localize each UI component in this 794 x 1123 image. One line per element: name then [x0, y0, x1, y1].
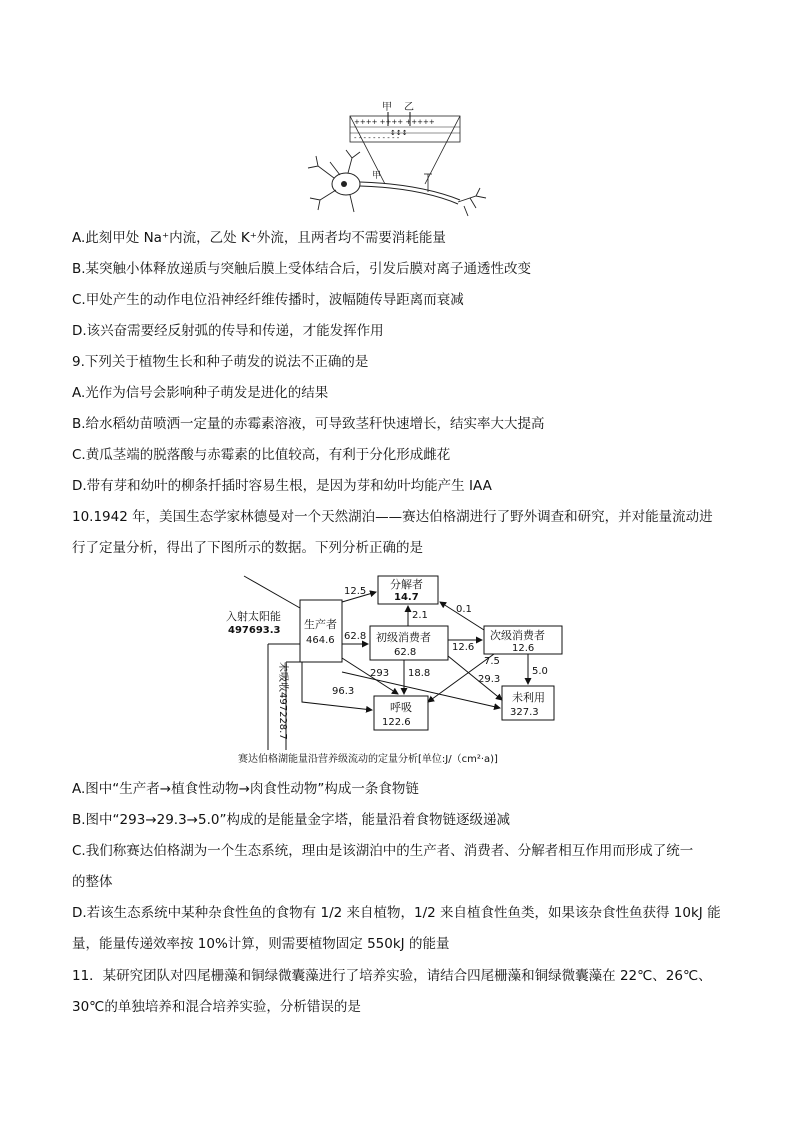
q10-option-b: B.图中“293→29.3→5.0”构成的是能量金字塔，能量沿着食物链逐级递减 [72, 812, 510, 828]
q10-option-d-1: D.若该生态系统中某种杂食性鱼的食物有 1/2 来自植物，1/2 来自植食性鱼类，如果该杂食性鱼获得 10kJ 能 [72, 905, 721, 921]
neuron-figure [300, 96, 500, 220]
unused-label: 未利用 [512, 691, 545, 704]
producer-value: 464.6 [306, 635, 335, 646]
q8-option-d: D.该兴奋需要经反射弧的传导和传递，才能发挥作用 [72, 323, 384, 339]
flow-18-8: 18.8 [408, 668, 431, 679]
minus-row: - - - - - - - - - - [354, 134, 400, 142]
respiration-label: 呼吸 [390, 701, 412, 714]
q10-option-c-1: C.我们称赛达伯格湖为一个生态系统，理由是该湖泊中的生产者、消费者、分解者相互作用而形成了统一 [72, 843, 694, 859]
flow-293: 293 [370, 668, 390, 679]
decomposer-label: 分解者 [390, 578, 423, 591]
q9-option-a: A.光作为信号会影响种子萌发是进化的结果 [72, 385, 329, 401]
q8-option-b: B.某突触小体释放递质与突触后膜上受体结合后，引发后膜对离子通透性改变 [72, 261, 532, 277]
q11-stem-1: 11．某研究团队对四尾栅藻和铜绿微囊藻进行了培养实验，请结合四尾栅藻和铜绿微囊藻在 22℃、26℃、 [72, 968, 712, 984]
producer-box [300, 600, 342, 662]
flow-62-8: 62.8 [344, 631, 367, 642]
label-jia: 甲 [382, 102, 392, 113]
flow-29-3: 29.3 [478, 674, 501, 685]
flow-5-0: 5.0 [532, 666, 548, 677]
energy-flow-diagram [222, 570, 574, 770]
figure-caption: 赛达伯格湖能量沿营养级流动的定量分析[单位:J/（cm²·a)] [238, 754, 498, 765]
unused-value: 327.3 [510, 707, 539, 718]
primary-consumer-value: 62.8 [394, 647, 417, 658]
flow-2-1: 2.1 [412, 610, 428, 621]
q9-option-d: D.带有芽和幼叶的柳条扦插时容易生根，是因为芽和幼叶均能产生 IAA [72, 478, 492, 494]
q9-stem: 9.下列关于植物生长和种子萌发的说法不正确的是 [72, 354, 369, 370]
flow-12-6: 12.6 [452, 642, 475, 653]
q10-stem-2: 行了定量分析，得出了下图所示的数据。下列分析正确的是 [72, 540, 423, 556]
primary-consumer-label: 初级消费者 [376, 631, 431, 644]
flow-96-3: 96.3 [332, 686, 355, 697]
plus-row: ++++ ++++ +++++ [354, 118, 435, 126]
secondary-consumer-label: 次级消费者 [490, 629, 545, 642]
q8-option-a: A.此刻甲处 Na⁺内流，乙处 K⁺外流，且两者均不需要消耗能量 [72, 230, 446, 246]
q9-option-b: B.给水稻幼苗喷洒一定量的赤霉素溶液，可导致茎秆快速增长，结实率大大提高 [72, 416, 545, 432]
flow-12-5: 12.5 [344, 586, 367, 597]
q10-option-c-2: 的整体 [72, 874, 113, 890]
q8-option-c: C.甲处产生的动作电位沿神经纤维传播时，波幅随传导距离而衰减 [72, 292, 464, 308]
decomposer-value: 14.7 [394, 592, 419, 603]
q10-option-a: A.图中“生产者→植食性动物→肉食性动物”构成一条食物链 [72, 781, 419, 797]
q10-stem-1: 10.1942 年，美国生态学家林德曼对一个天然湖泊——赛达伯格湖进行了野外调查和研究，并对能量流动进 [72, 509, 713, 525]
unabsorbed-label: 未吸收497228.7 [277, 662, 288, 740]
respiration-value: 122.6 [382, 717, 411, 728]
q9-option-c: C.黄瓜茎端的脱落酸与赤霉素的比值较高，有利于分化形成雌花 [72, 447, 451, 463]
sunlight-value: 497693.3 [228, 625, 281, 636]
arrows-mark: ↕↕↕ [390, 129, 408, 137]
sunlight-label: 入射太阳能 [226, 610, 281, 623]
flow-7-5: 7.5 [484, 656, 500, 667]
producer-label: 生产者 [304, 618, 337, 631]
secondary-consumer-value: 12.6 [512, 643, 535, 654]
q11-stem-2: 30℃的单独培养和混合培养实验，分析错误的是 [72, 999, 361, 1015]
svg-text:甲: 甲 [372, 171, 382, 181]
label-yi: 乙 [404, 102, 414, 113]
flow-0-1: 0.1 [456, 604, 472, 615]
q10-option-d-2: 量，能量传递效率按 10%计算，则需要植物固定 550kJ 的能量 [72, 936, 450, 952]
